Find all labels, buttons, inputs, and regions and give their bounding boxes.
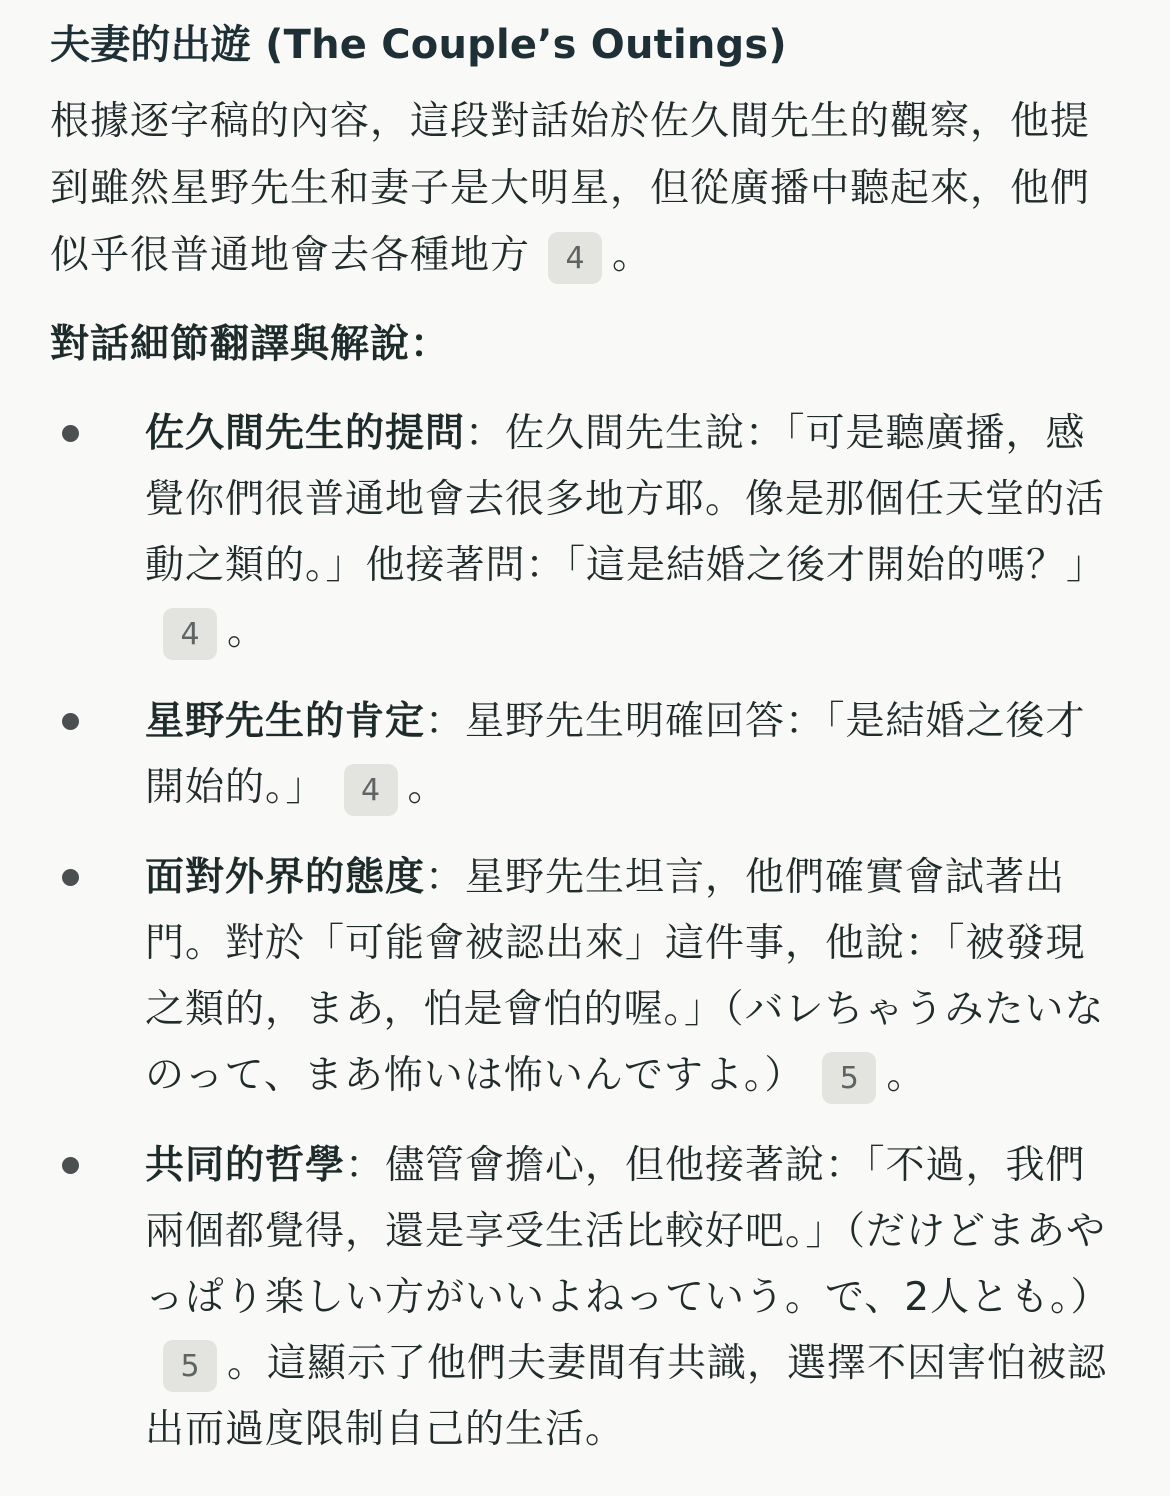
section-title: 夫妻的出遊 (The Couple’s Outings)	[50, 22, 787, 68]
bullet-after: 。	[407, 765, 448, 810]
bullet-label: 星野先生的肯定	[145, 699, 426, 744]
bullet-text: ：儘管會擔心，但他接著說：「不過，我們兩個都覺得，還是享受生活比較好吧。」（だけどまあやっぱり楽しい方がいいよねっていう。で、2人とも。）	[145, 1143, 1111, 1320]
intro-paragraph	[50, 88, 1118, 289]
bullet-dot-icon	[62, 425, 79, 442]
intro-end: 。	[612, 233, 653, 278]
bullet-dot-icon	[62, 1157, 79, 1174]
dialogue-details-heading: 對話細節翻譯與解說：	[50, 322, 451, 367]
bullet-label: 共同的哲學	[145, 1143, 346, 1188]
list-item	[50, 1133, 1118, 1463]
citation-badge[interactable]: 5	[822, 1052, 876, 1104]
bullet-after: 。	[886, 1053, 927, 1098]
bullet-dot-icon	[62, 713, 79, 730]
citation-badge[interactable]: 4	[548, 232, 602, 284]
citation-badge[interactable]: 5	[163, 1340, 217, 1392]
list-item	[50, 401, 1118, 665]
citation-badge[interactable]: 4	[163, 608, 217, 660]
bullet-label: 佐久間先生的提問	[145, 411, 466, 456]
bullet-dot-icon	[62, 869, 79, 886]
list-item	[50, 689, 1118, 821]
bullet-list	[50, 401, 1118, 1463]
citation-badge[interactable]: 4	[344, 764, 398, 816]
bullet-text: ：星野先生坦言，他們確實會試著出門。對於「可能會被認出來」這件事，他說：「被發現之類的，まあ，怕是會怕的喔。」（バレちゃうみたいなのって、まあ怖いは怖いんですよ。）	[145, 855, 1105, 1098]
intro-text: 根據逐字稿的內容，這段對話始於佐久間先生的觀察，他提到雖然星野先生和妻子是大明星，但從廣播中聽起來，他們似乎很普通地會去各種地方	[50, 99, 1091, 278]
bullet-after: 。	[227, 609, 268, 654]
bullet-after: 。這顯示了他們夫妻間有共識，選擇不因害怕被認出而過度限制自己的生活。	[145, 1341, 1108, 1452]
bullet-text: ：佐久間先生說：「可是聽廣播，感覺你們很普通地會去很多地方耶。像是那個任天堂的活動之類的。」他接著問：「這是結婚之後才開始的嗎？」	[145, 411, 1107, 588]
list-item	[50, 845, 1118, 1109]
bullet-label: 面對外界的態度	[145, 855, 426, 900]
bullet-text: ：星野先生明確回答：「是結婚之後才開始的。」	[145, 699, 1086, 810]
